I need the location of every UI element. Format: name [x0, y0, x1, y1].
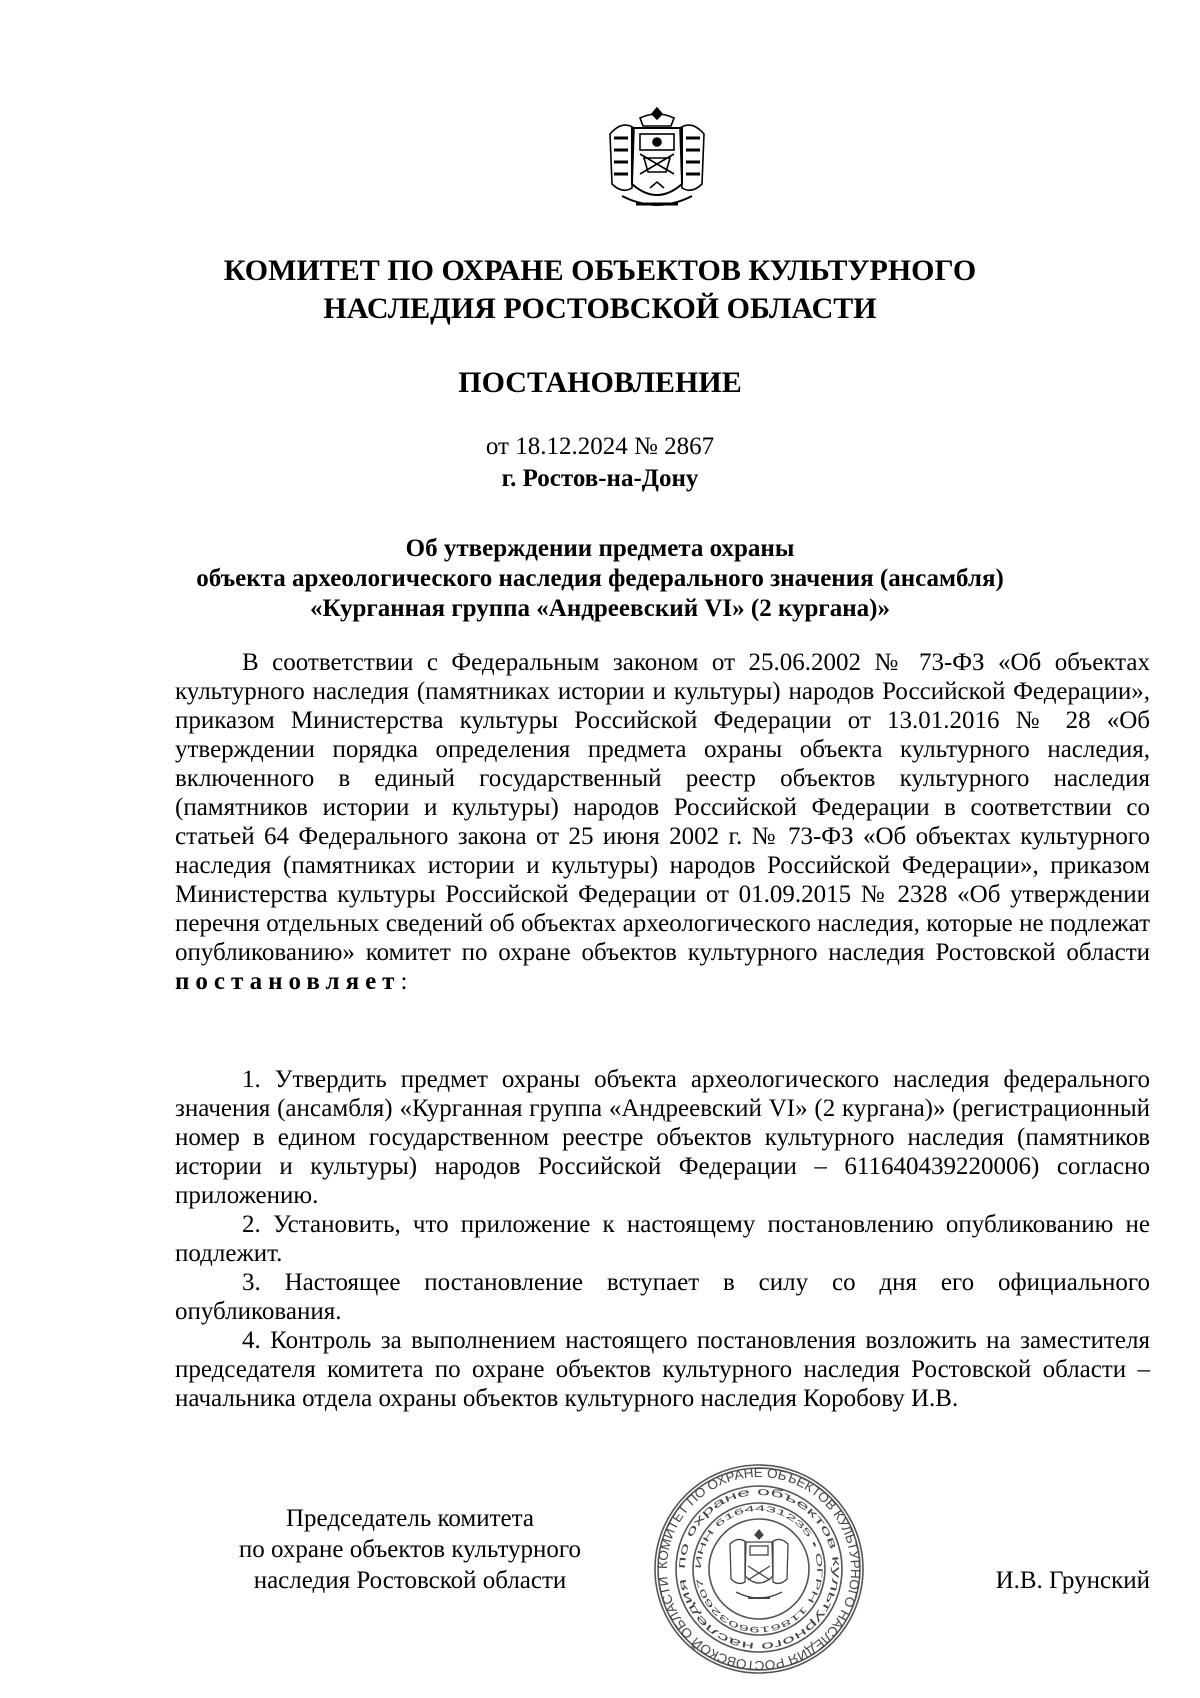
seal-coat-of-arms-icon — [730, 1530, 788, 1598]
document-title-line-2: объекта археологического наследия федерального значения (ансамбля) — [196, 565, 1004, 592]
document-title-line-3: «Курганная группа «Андреевский VI» (2 кургана)» — [309, 595, 891, 622]
official-seal-stamp — [652, 1462, 866, 1676]
organization-name — [150, 252, 1050, 328]
signatory-name: И.В. Грунский — [995, 1567, 1150, 1594]
organization-name-line-1: КОМИТЕТ ПО ОХРАНЕ ОБЪЕКТОВ КУЛЬТУРНОГО — [223, 254, 977, 287]
seal-outer-text: КОМИТЕТ ПО ОХРАНЕ ОБЪЕКТОВ КУЛЬТУРНОГО НАСЛЕДИЯ РОСТОВСКОЙ ОБЛАСТИ — [654, 1464, 864, 1674]
document-type: ПОСТАНОВЛЕНИЕ — [458, 366, 742, 399]
signatory-position — [190, 1503, 630, 1596]
seal-id-text: ИНН 6164431235 • ОГРН 1186196032607 — [693, 1503, 825, 1635]
signatory-position-line-1: Председатель комитета — [286, 1505, 534, 1532]
preamble-text: В соответствии с Федеральным законом от 25.06.2002 № 73-ФЗ «Об объектах культурного наследия (памятниках истории и культуры) народов Российской Федерации», приказом Министерства культуры Российской Федерации от 13.01.2016 № 28 «Об утверждении порядка определения предмета охраны объекта культурного наследия, включенного в единый государственный реестр объектов культурного наследия (памятников истории и культуры) народов Российской Федерации в соответствии со статьей 64 Федерального закона от 25 июня 2002 г. № 73-ФЗ «Об объектах культурного наследия (памятниках истории и культуры) народов Российской Федерации», приказом Министерства культуры Российской Федерации от 01.09.2015 № 2328 «Об утверждении перечня отдельных сведений об объектах археологического наследия, которые не подлежат опубликованию» комитет по охране объектов культурного наследия Ростовской области — [175, 649, 1150, 966]
signatory-position-line-2: по охране объектов культурного — [238, 1536, 582, 1563]
document-city: г. Ростов-на-Дону — [501, 465, 699, 492]
document-title — [150, 534, 1050, 624]
decree-item-1: 1. Утвердить предмет охраны объекта археологического наследия федерального значения (ансамбля) «Курганная группа «Андреевский VI» (2 кургана)» (регистрационный номер в едином государственном реестре объектов культурного наследия (памятников истории и культуры) народов Российской Федерации – 611640439220006) согласно приложению. — [175, 1066, 1150, 1209]
document-title-line-1: Об утверждении предмета охраны — [405, 535, 795, 562]
decree-item-2: 2. Установить, что приложение к настоящему постановлению опубликованию не подлежит. — [175, 1211, 1150, 1267]
document-date-number: от 18.12.2024 № 2867 — [485, 433, 715, 460]
decree-items — [175, 1065, 1150, 1413]
decree-item-3: 3. Настоящее постановление вступает в силу со дня его официального опубликования. — [175, 1269, 1150, 1325]
preamble-section — [175, 648, 1150, 996]
preamble-paragraph — [175, 648, 1150, 996]
rostov-region-coat-of-arms-icon — [602, 104, 712, 216]
organization-name-line-2: НАСЛЕДИЯ РОСТОВСКОЙ ОБЛАСТИ — [323, 292, 877, 325]
preamble-end: : — [400, 968, 408, 995]
signatory-position-line-3: наследия Ростовской области — [253, 1567, 567, 1594]
decree-item-4: 4. Контроль за выполнением настоящего постановления возложить на заместителя председателя комитета по охране объектов культурного наследия Ростовской области – начальника отдела охраны объектов культурного наследия Коробову И.В. — [175, 1327, 1150, 1412]
seal-mid-text: по охране объектов культурного наследия — [675, 1485, 843, 1653]
decree-word: постановляет — [175, 968, 401, 995]
